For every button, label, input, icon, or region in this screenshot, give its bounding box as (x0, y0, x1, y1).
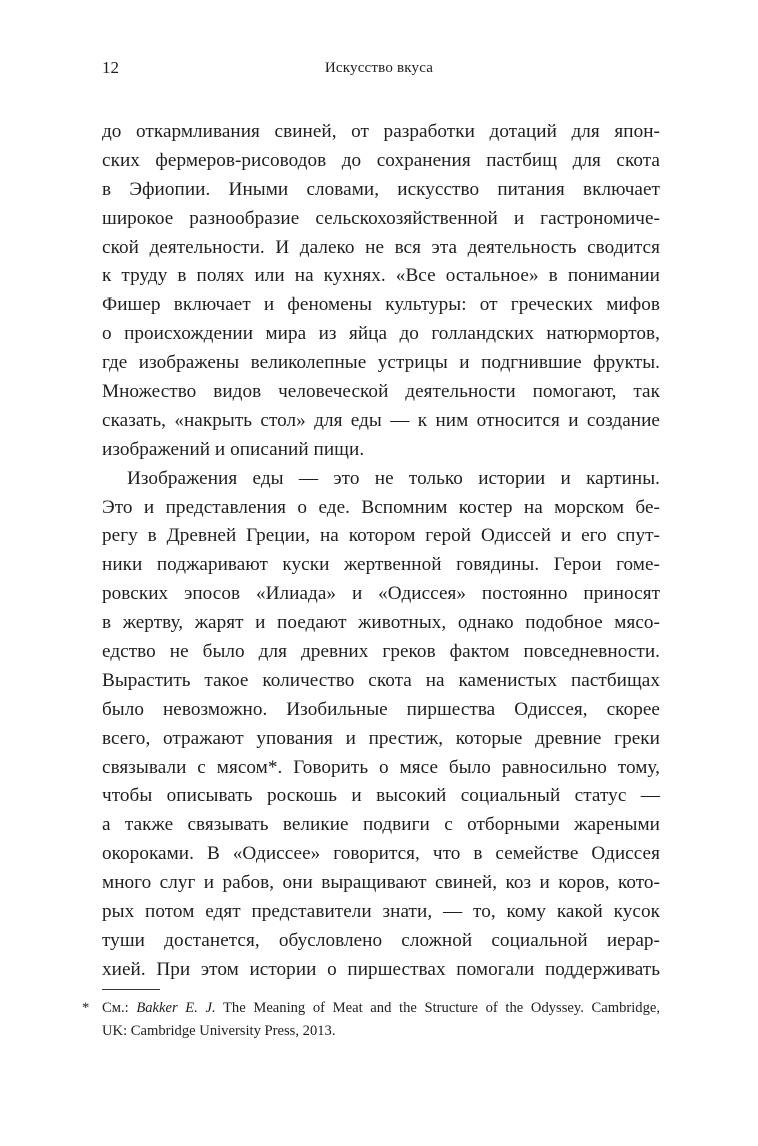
footnote-line (82, 997, 660, 1020)
text-line: было невозможно. Изобильные пиршества Одиссея, скорее (102, 698, 660, 720)
text-line: до откармливания свиней, от разработки дотаций для япон- (102, 121, 660, 142)
text-line: Множество видов человеческой деятельности помогают, так (102, 381, 660, 403)
text-line: к труду в полях или на кухнях. «Все остальное» в понимании (102, 265, 660, 287)
footnote-marker: * (82, 1000, 90, 1016)
text-line: широкое разнообразие сельскохозяйственной и гастрономиче- (102, 207, 660, 229)
text-line: связывали с мясом*. Говорить о мясе было равносильно тому, (102, 756, 660, 778)
page-number: 12 (102, 58, 119, 77)
footnote-divider (102, 989, 160, 990)
text-line: рых потом едят представители знати, — то, кому какой кусок (102, 901, 660, 923)
text-line: чтобы описывать роскошь и высокий социальный статус — (102, 785, 660, 807)
text-line: едство не было для древних греков фактом повседневности. (102, 641, 660, 663)
text-line: в жертву, жарят и поедают животных, однако подобное мясо- (102, 612, 660, 634)
footnote-publisher: UK: Cambridge University Press, 2013. (102, 1023, 336, 1039)
text-line: Вырастить такое количество скота на каменистых пастбищах (102, 669, 660, 691)
running-title: Искусство вкуса (324, 60, 434, 76)
text-line: где изображены великолепные устрицы и подгнившие фрукты. (102, 352, 660, 374)
text-line: ской деятельности. И далеко не вся эта деятельность сводится (102, 236, 660, 258)
footnote-title: The Meaning of Meat and the Structure of the Odyssey. Cambridge, (215, 1000, 661, 1016)
text-line: изображений и описаний пищи. (102, 438, 365, 460)
footnote-prefix: См.: (102, 1000, 137, 1016)
text-line: ских фермеров-рисоводов до сохранения пастбищ для скота (102, 149, 660, 171)
body-text (102, 118, 660, 985)
footnote-first-line (102, 997, 660, 1020)
text-line: всего, отражают упования и престиж, которые древние греки (102, 727, 660, 749)
text-line: о происхождении мира из яйца до голландских натюрмортов, (102, 323, 660, 345)
text-line: в Эфиопии. Иными словами, искусство питания включает (102, 178, 660, 200)
text-line: Изображения еды — это не только истории и картины. (127, 467, 660, 489)
text-line: а также связывать великие подвиги с отборными жареными (102, 814, 660, 836)
text-line: много слуг и рабов, они выращивают свиней, коз и коров, кото- (102, 872, 660, 894)
text-line: ровских эпосов «Илиада» и «Одиссея» постоянно приносят (102, 583, 660, 605)
text-line: Фишер включает и феномены культуры: от греческих мифов (102, 294, 660, 316)
text-line: сказать, «накрыть стол» для еды — к ним относится и создание (102, 409, 660, 431)
footnote-author: Bakker E. J. (136, 1000, 216, 1016)
text-line: ники поджаривают куски жертвенной говядины. Герои гоме- (102, 554, 660, 576)
text-line: окороками. В «Одиссее» говорится, что в семействе Одиссея (102, 843, 660, 865)
text-line: туши достанется, обусловлено сложной социальной иерар- (102, 929, 660, 951)
text-line: регу в Древней Греции, на котором герой Одиссей и его спут- (102, 525, 660, 547)
text-line: Это и представления о еде. Вспомним костер на морском бе- (102, 496, 660, 518)
footnote (82, 997, 660, 1043)
text-line: хией. При этом истории о пиршествах помогали поддерживать (102, 958, 660, 980)
